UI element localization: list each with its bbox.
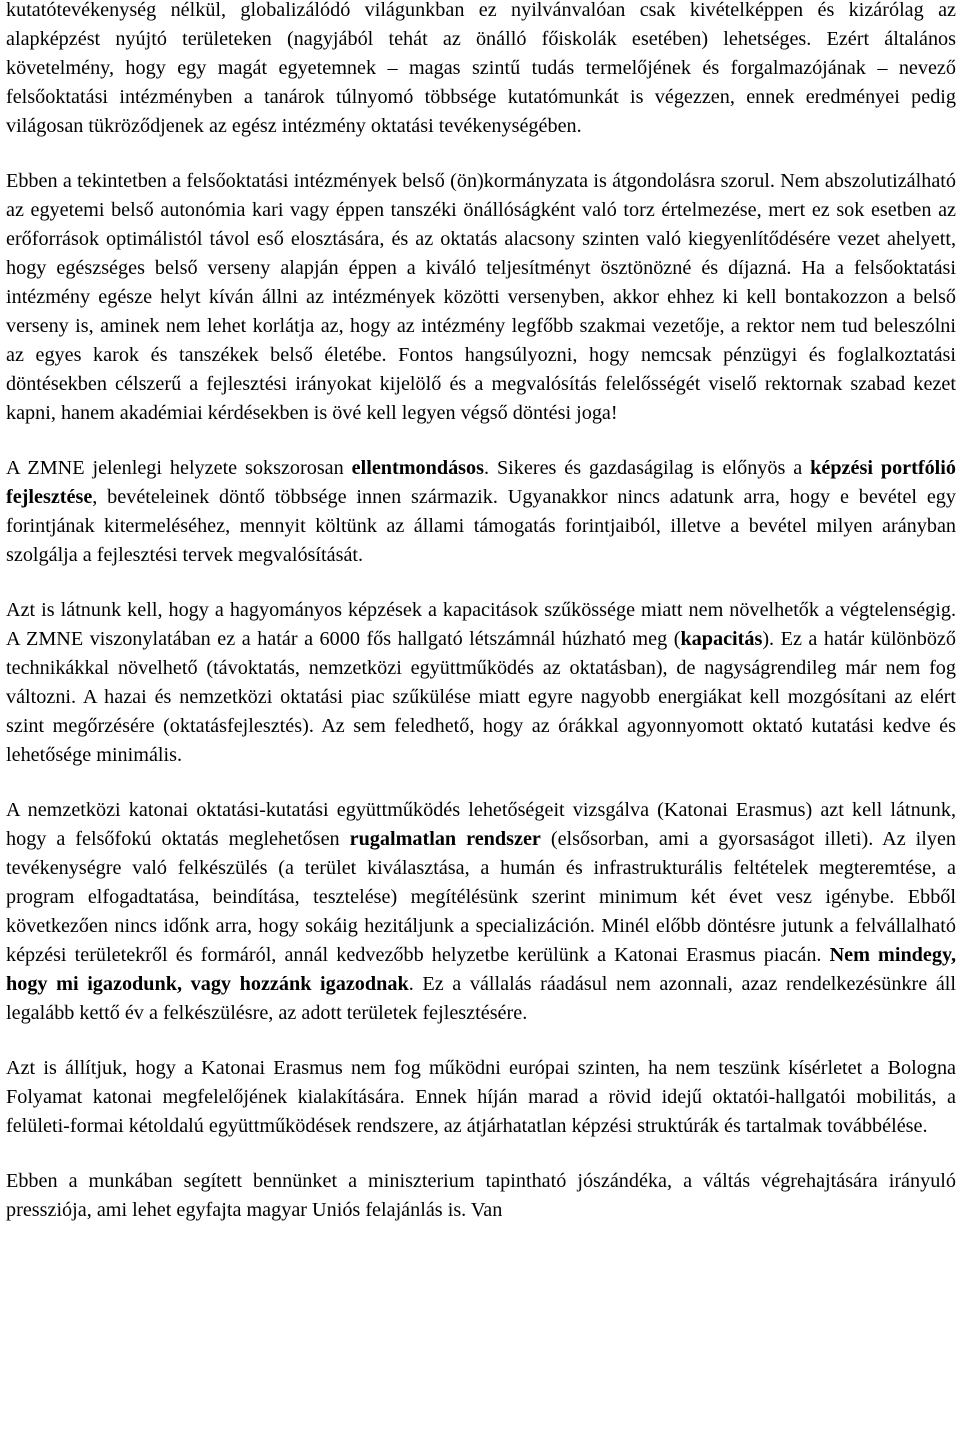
text-run: . Sikeres és gazdaságilag is előnyös a xyxy=(484,457,811,479)
bold-text: képzési portfólió fejlesztése xyxy=(6,457,956,508)
text-run: A nemzetközi katonai oktatási-kutatási együttműködés lehetőségeit vizsgálva (Katonai Erasmus) azt kell látnunk, hogy a felsőfokú oktatás meglehetősen xyxy=(6,799,956,850)
bold-text: kapacitás xyxy=(680,628,763,650)
paragraph xyxy=(6,796,956,1028)
bold-text: Nem mindegy, hogy mi igazodunk, vagy hozzánk igazodnak xyxy=(6,944,956,995)
bold-text: rugalmatlan rendszer xyxy=(349,828,541,850)
text-run: A ZMNE jelenlegi helyzete sokszorosan xyxy=(6,457,352,479)
paragraph xyxy=(6,167,956,428)
text-run: ). Ez a határ különböző technikákkal növelhető (távoktatás, nemzetközi együttműködés az oktatásban), de nagyságrendileg már nem fog változni. A hazai és nemzetközi oktatási piac szűkülése miatt egyre nagyobb energiákat kell mozgósítani az elért szint megőrzésére (oktatásfejlesztés). Az sem feledhető, hogy az órákkal agyonnyomott oktató kutatási kedve és lehetősége minimális. xyxy=(6,628,956,766)
text-run: . Ez a vállalás ráadásul nem azonnali, azaz rendelkezésünkre áll legalább kettő év a felkészülésre, az adott területek fejlesztésére. xyxy=(6,973,956,1024)
paragraph xyxy=(6,454,956,570)
bold-text: ellentmondásos xyxy=(351,457,484,479)
paragraph xyxy=(6,1054,956,1141)
text-run: Azt is állítjuk, hogy a Katonai Erasmus nem fog működni európai szinten, ha nem teszünk kísérletet a Bologna Folyamat katonai megfelelőjének kialakítására. Ennek híján marad a rövid idejű oktatói-hallgatói mobilitás, a felületi-formai kétoldalú együttműködések rendszere, az átjárhatatlan képzési struktúrák és tartalmak továbbélése. xyxy=(6,1057,956,1137)
text-run: Ebben a munkában segített bennünket a miniszterium tapintható jószándéka, a váltás végrehajtására irányuló pressziója, ami lehet egyfajta magyar Uniós felajánlás is. Van xyxy=(6,1170,956,1221)
text-run: kutatótevékenység nélkül, globalizálódó világunkban ez nyilvánvalóan csak kivételképpen és kizárólag az alapképzést nyújtó területeken (nagyjából tehát az önálló főiskolák esetében) lehetséges. Ezért általános követelmény, hogy egy magát egyetemnek – magas szintű tudás termelőjének és forgalmazójának – nevező felsőoktatási intézményben a tanárok túlnyomó többsége kutatómunkát is végezzen, ennek eredményei pedig világosan tükröződjenek az egész intézmény oktatási tevékenységében. xyxy=(6,0,956,137)
text-run: Ebben a tekintetben a felsőoktatási intézmények belső (ön)kormányzata is átgondolásra szorul. Nem abszolutizálható az egyetemi belső autonómia kari vagy éppen tanszéki önállóságként való torz értelmezése, mert ez sok esetben az erőforrások optimálistól távol eső elosztására, és az oktatás alacsony szinten való kiegyenlítődésére vezet ahelyett, hogy egészséges belső verseny alapján éppen a kiváló teljesítményt ösztönözné és díjazná. Ha a felsőoktatási intézmény egésze helyt kíván állni az intézmények közötti versenyben, akkor ehhez ki kell bontakozzon a belső verseny is, aminek nem lehet korlátja az, hogy az intézmény legfőbb szakmai vezetője, a rektor nem tud beleszólni az egyes karok és tanszékek belső életébe. Fontos hangsúlyozni, hogy nemcsak pénzügyi és foglalkoztatási döntésekben célszerű a fejlesztési irányokat kijelölő és a megvalósítás felelősségét viselő rektornak szabad kezet kapni, hanem akadémiai kérdésekben is övé kell legyen végső döntési joga! xyxy=(6,170,956,424)
paragraph xyxy=(6,596,956,770)
document-page xyxy=(6,0,956,1251)
paragraph xyxy=(6,0,956,141)
text-run: (elsősorban, ami a gyorsaságot illeti). Az ilyen tevékenységre való felkészülés (a terület kiválasztása, a humán és infrastrukturális feltételek megteremtése, a program elfogadtatása, beindítása, tesztelése) megítélésünk szerint minimum két évet vesz igénybe. Ebből következően nincs időnk arra, hogy sokáig hezitáljunk a specializáción. Minél előbb döntésre jutunk a felvállalható képzési területekről és formáról, annál kedvezőbb helyzetbe kerülünk a Katonai Erasmus piacán. xyxy=(6,828,956,966)
text-run: , bevételeinek döntő többsége innen származik. Ugyanakkor nincs adatunk arra, hogy e bevétel egy forintjának kitermeléséhez, mennyit költünk az állami támogatás forintjaiból, illetve a bevétel milyen arányban szolgálja a fejlesztési tervek megvalósítását. xyxy=(6,486,956,566)
text-run: Azt is látnunk kell, hogy a hagyományos képzések a kapacitások szűkössége miatt nem növelhetők a végtelenségig. A ZMNE viszonylatában ez a határ a 6000 fős hallgató létszámnál húzható meg ( xyxy=(6,599,956,650)
paragraph xyxy=(6,1167,956,1225)
